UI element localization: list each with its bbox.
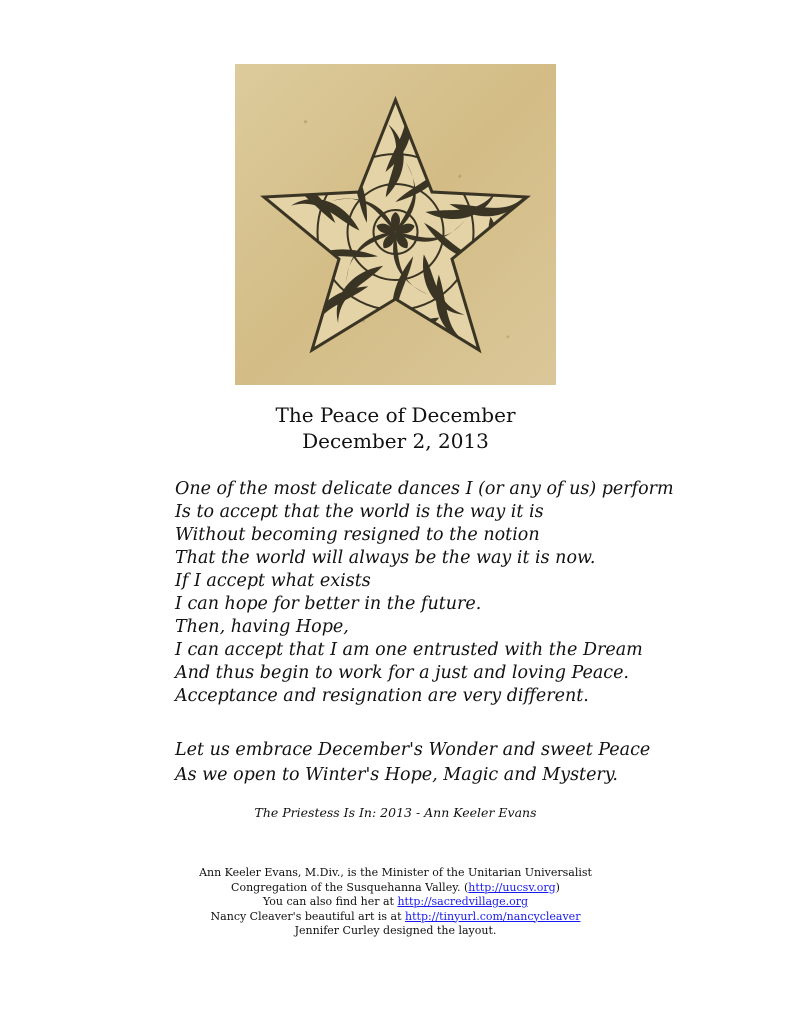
poem-closing (175, 738, 735, 788)
star-artwork (235, 64, 556, 385)
footer-text: Nancy Cleaver's beautiful art is at (210, 909, 406, 923)
poem-title-block (0, 402, 791, 454)
poem-line: That the world will always be the way it is now. (175, 548, 596, 568)
closing-line: As we open to Winter's Hope, Magic and Mystery. (175, 765, 618, 785)
star-mandala-icon (235, 64, 556, 385)
footer-line-5: Jennifer Curley designed the layout. (294, 924, 497, 937)
footer-line-4 (0, 910, 791, 925)
closing-line: Let us embrace December's Wonder and sweet Peace (175, 740, 651, 760)
poem-line: Acceptance and resignation are very different. (175, 686, 589, 706)
poem-line: And thus begin to work for a just and loving Peace. (175, 663, 629, 683)
footer-line-3 (0, 895, 791, 910)
poem-line: If I accept what exists (175, 571, 371, 591)
footer-text: Congregation of the Susquehanna Valley. ( (231, 880, 469, 894)
author-credit: The Priestess Is In: 2013 - Ann Keeler Evans (254, 805, 537, 820)
nancycleaver-link[interactable]: http://tinyurl.com/nancycleaver (405, 909, 581, 923)
sacredvillage-link[interactable]: http://sacredvillage.org (397, 895, 528, 908)
poem-body (175, 478, 735, 708)
poem-line: Then, having Hope, (175, 617, 349, 637)
footer-text: You can also find her at (263, 895, 398, 908)
poem-line: Without becoming resigned to the notion (175, 525, 540, 545)
poem-date: December 2, 2013 (302, 429, 489, 453)
uucsv-link[interactable]: http://uucsv.org (468, 880, 556, 894)
poem-line: Is to accept that the world is the way it is (175, 502, 544, 522)
poem-line: I can accept that I am one entrusted with the Dream (175, 640, 643, 660)
footer-line-2 (0, 881, 791, 896)
footer-text: ) (555, 880, 560, 894)
poem-line: I can hope for better in the future. (175, 594, 482, 614)
footer (0, 866, 791, 939)
poem-line: One of the most delicate dances I (or any of us) perform (175, 479, 674, 499)
poem-title: The Peace of December (275, 403, 516, 427)
footer-line-1: Ann Keeler Evans, M.Div., is the Minister of the Unitarian Universalist (199, 866, 592, 879)
